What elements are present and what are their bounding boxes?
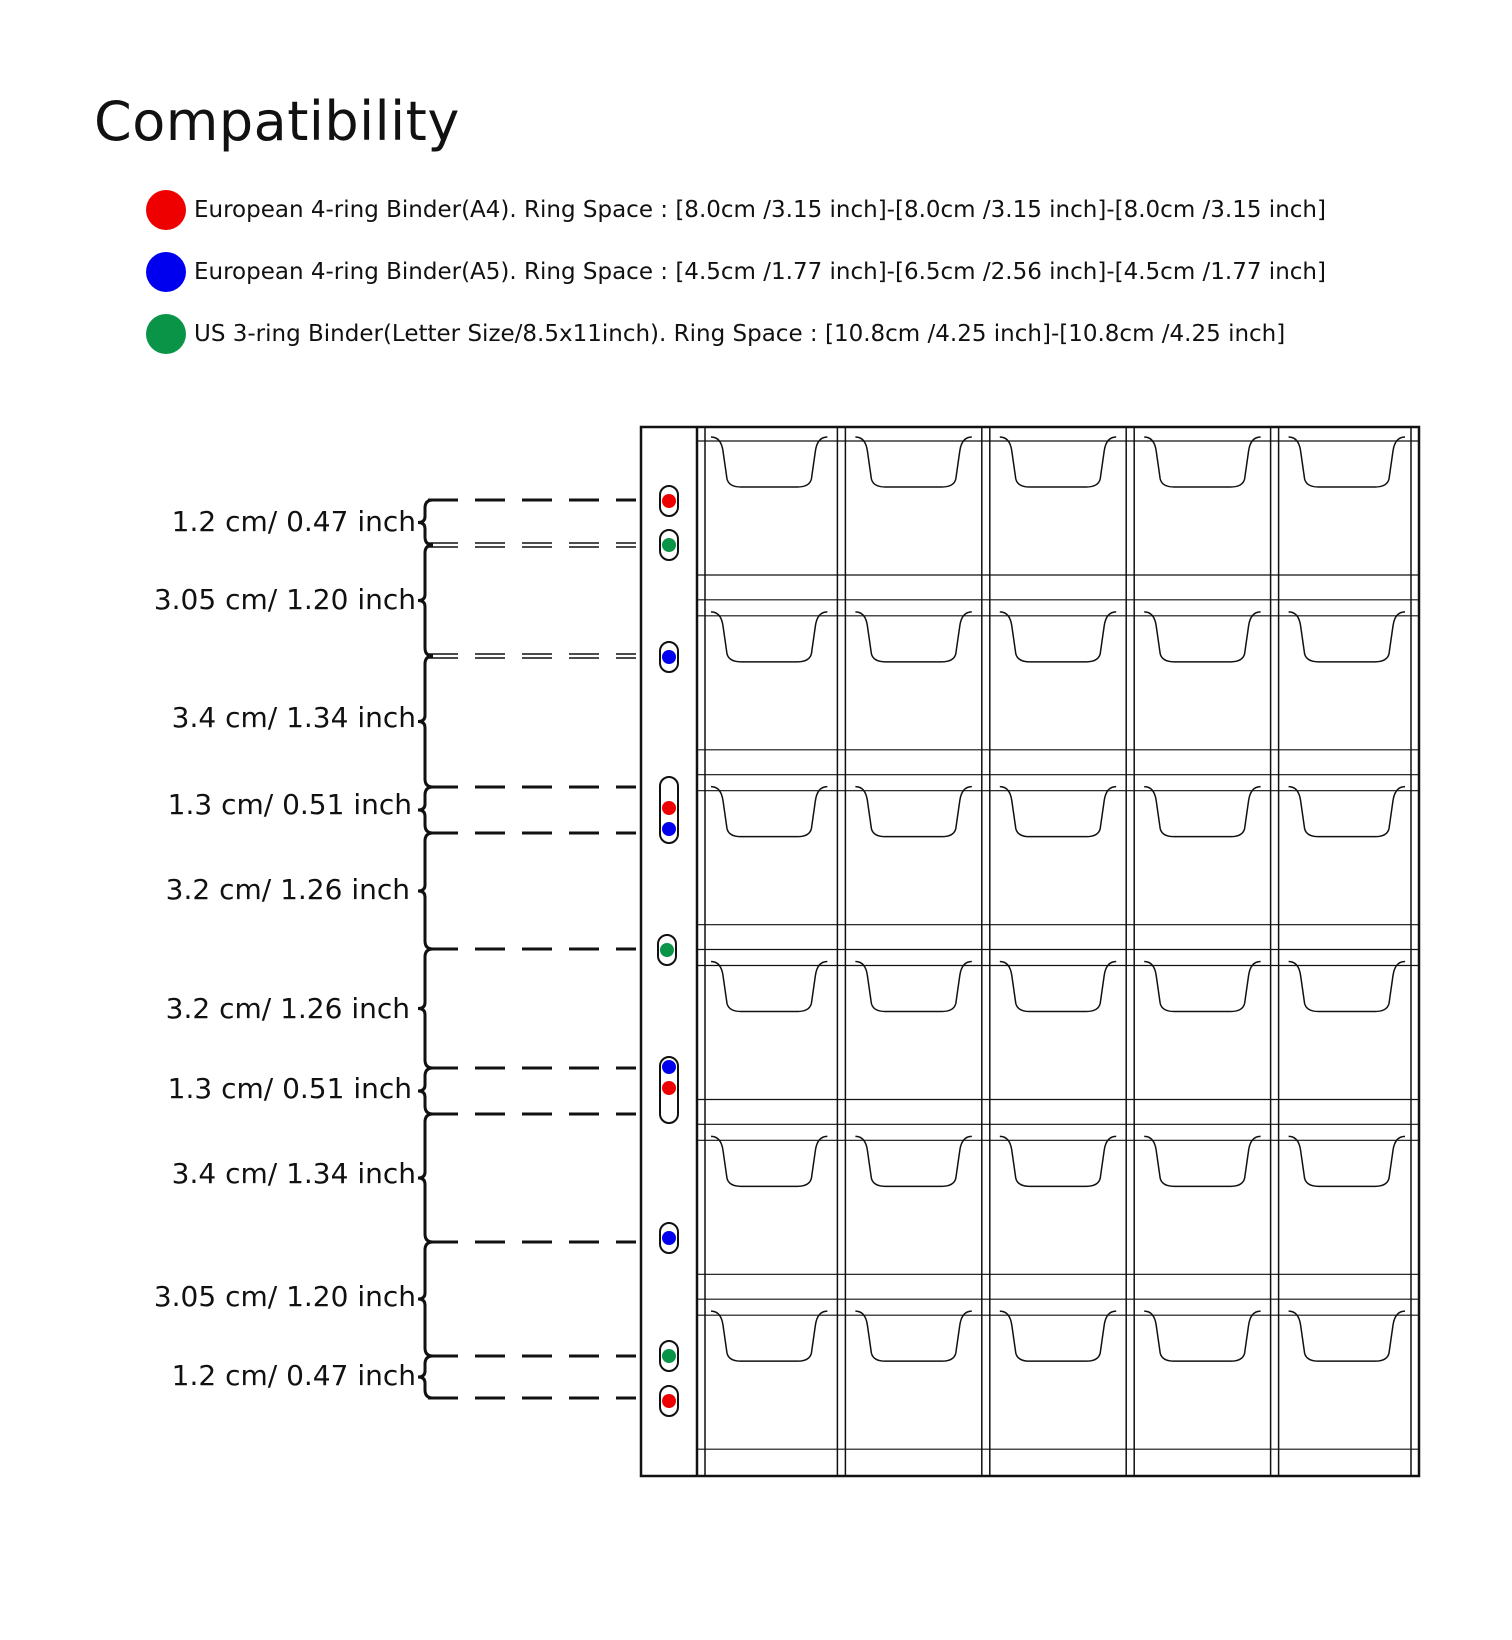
measure-label: 1.2 cm/ 0.47 inch	[171, 1359, 416, 1392]
pocket-tab	[711, 437, 827, 487]
pocket-tab	[1000, 612, 1116, 662]
pocket-tab	[855, 1311, 971, 1361]
pocket-tab	[711, 787, 827, 837]
pocket-tab	[1144, 1311, 1260, 1361]
measure-label: 3.2 cm/ 1.26 inch	[165, 992, 410, 1025]
pocket-tab	[1144, 612, 1260, 662]
pocket-tab	[711, 1136, 827, 1186]
pocket-tab	[1144, 962, 1260, 1012]
measure-label: 3.4 cm/ 1.34 inch	[171, 1157, 416, 1190]
red-hole-dot	[662, 1081, 676, 1095]
pocket-tab	[1000, 962, 1116, 1012]
measure-label: 3.05 cm/ 1.20 inch	[153, 583, 416, 616]
pocket-tab	[711, 1311, 827, 1361]
blue-hole-dot	[662, 822, 676, 836]
curly-brace	[418, 1356, 433, 1398]
curly-brace	[418, 787, 433, 833]
measure-label: 1.3 cm/ 0.51 inch	[167, 1072, 412, 1105]
legend-text-a4: European 4-ring Binder(A4). Ring Space : [8.0cm /3.15 inch]-[8.0cm /3.15 inch]-[8.0cm /3.15 inch]	[194, 197, 1326, 223]
pocket-tab	[1289, 962, 1405, 1012]
pocket-tab	[1289, 437, 1405, 487]
curly-brace	[418, 545, 433, 656]
pocket-tab	[1000, 787, 1116, 837]
pocket-tab	[1289, 1136, 1405, 1186]
pocket-tab	[855, 787, 971, 837]
curly-brace	[418, 1242, 433, 1356]
pocket-tab	[1289, 1311, 1405, 1361]
measure-label: 1.3 cm/ 0.51 inch	[167, 788, 412, 821]
pocket-tab	[1144, 1136, 1260, 1186]
measure-braces	[418, 500, 433, 1398]
pocket-tab	[855, 612, 971, 662]
pocket-tab	[1144, 437, 1260, 487]
ring-hole-dots	[660, 494, 676, 1408]
curly-brace	[418, 949, 433, 1068]
pocket-tab	[1000, 1136, 1116, 1186]
pocket-tab	[1289, 612, 1405, 662]
pocket-tab	[1000, 1311, 1116, 1361]
red-hole-dot	[662, 1394, 676, 1408]
measure-label: 3.05 cm/ 1.20 inch	[153, 1280, 416, 1313]
curly-brace	[418, 1114, 433, 1242]
curly-brace	[418, 656, 433, 787]
measure-label: 1.2 cm/ 0.47 inch	[171, 505, 416, 538]
guide-lines	[428, 500, 636, 1398]
pocket-tab	[855, 1136, 971, 1186]
measure-label: 3.2 cm/ 1.26 inch	[165, 873, 410, 906]
pocket-tab	[1144, 787, 1260, 837]
blue-hole-dot	[662, 650, 676, 664]
green-hole-dot	[662, 538, 676, 552]
legend-text-a5: European 4-ring Binder(A5). Ring Space : [4.5cm /1.77 inch]-[6.5cm /2.56 inch]-[4.5cm /1.77 inch]	[194, 259, 1326, 285]
pocket-grid	[697, 427, 1419, 1476]
page-title: Compatibility	[94, 90, 460, 153]
green-hole-dot	[660, 943, 674, 957]
red-hole-dot	[662, 494, 676, 508]
red-hole-dot	[662, 801, 676, 815]
pocket-tab	[711, 612, 827, 662]
sheet-frame	[641, 427, 1419, 1476]
pocket-tab	[1289, 787, 1405, 837]
pocket-tab	[711, 962, 827, 1012]
curly-brace	[418, 833, 433, 949]
double-guide-lines	[428, 543, 636, 658]
green-hole-dot	[662, 1349, 676, 1363]
blue-hole-dot	[662, 1060, 676, 1074]
pocket-tab	[1000, 437, 1116, 487]
measure-label: 3.4 cm/ 1.34 inch	[171, 701, 416, 734]
pocket-tab	[855, 437, 971, 487]
curly-brace	[418, 500, 433, 545]
curly-brace	[418, 1068, 433, 1114]
pocket-tab	[855, 962, 971, 1012]
blue-hole-dot	[662, 1231, 676, 1245]
legend-text-us-letter: US 3-ring Binder(Letter Size/8.5x11inch). Ring Space : [10.8cm /4.25 inch]-[10.8cm /4.25 inch]	[194, 321, 1286, 347]
